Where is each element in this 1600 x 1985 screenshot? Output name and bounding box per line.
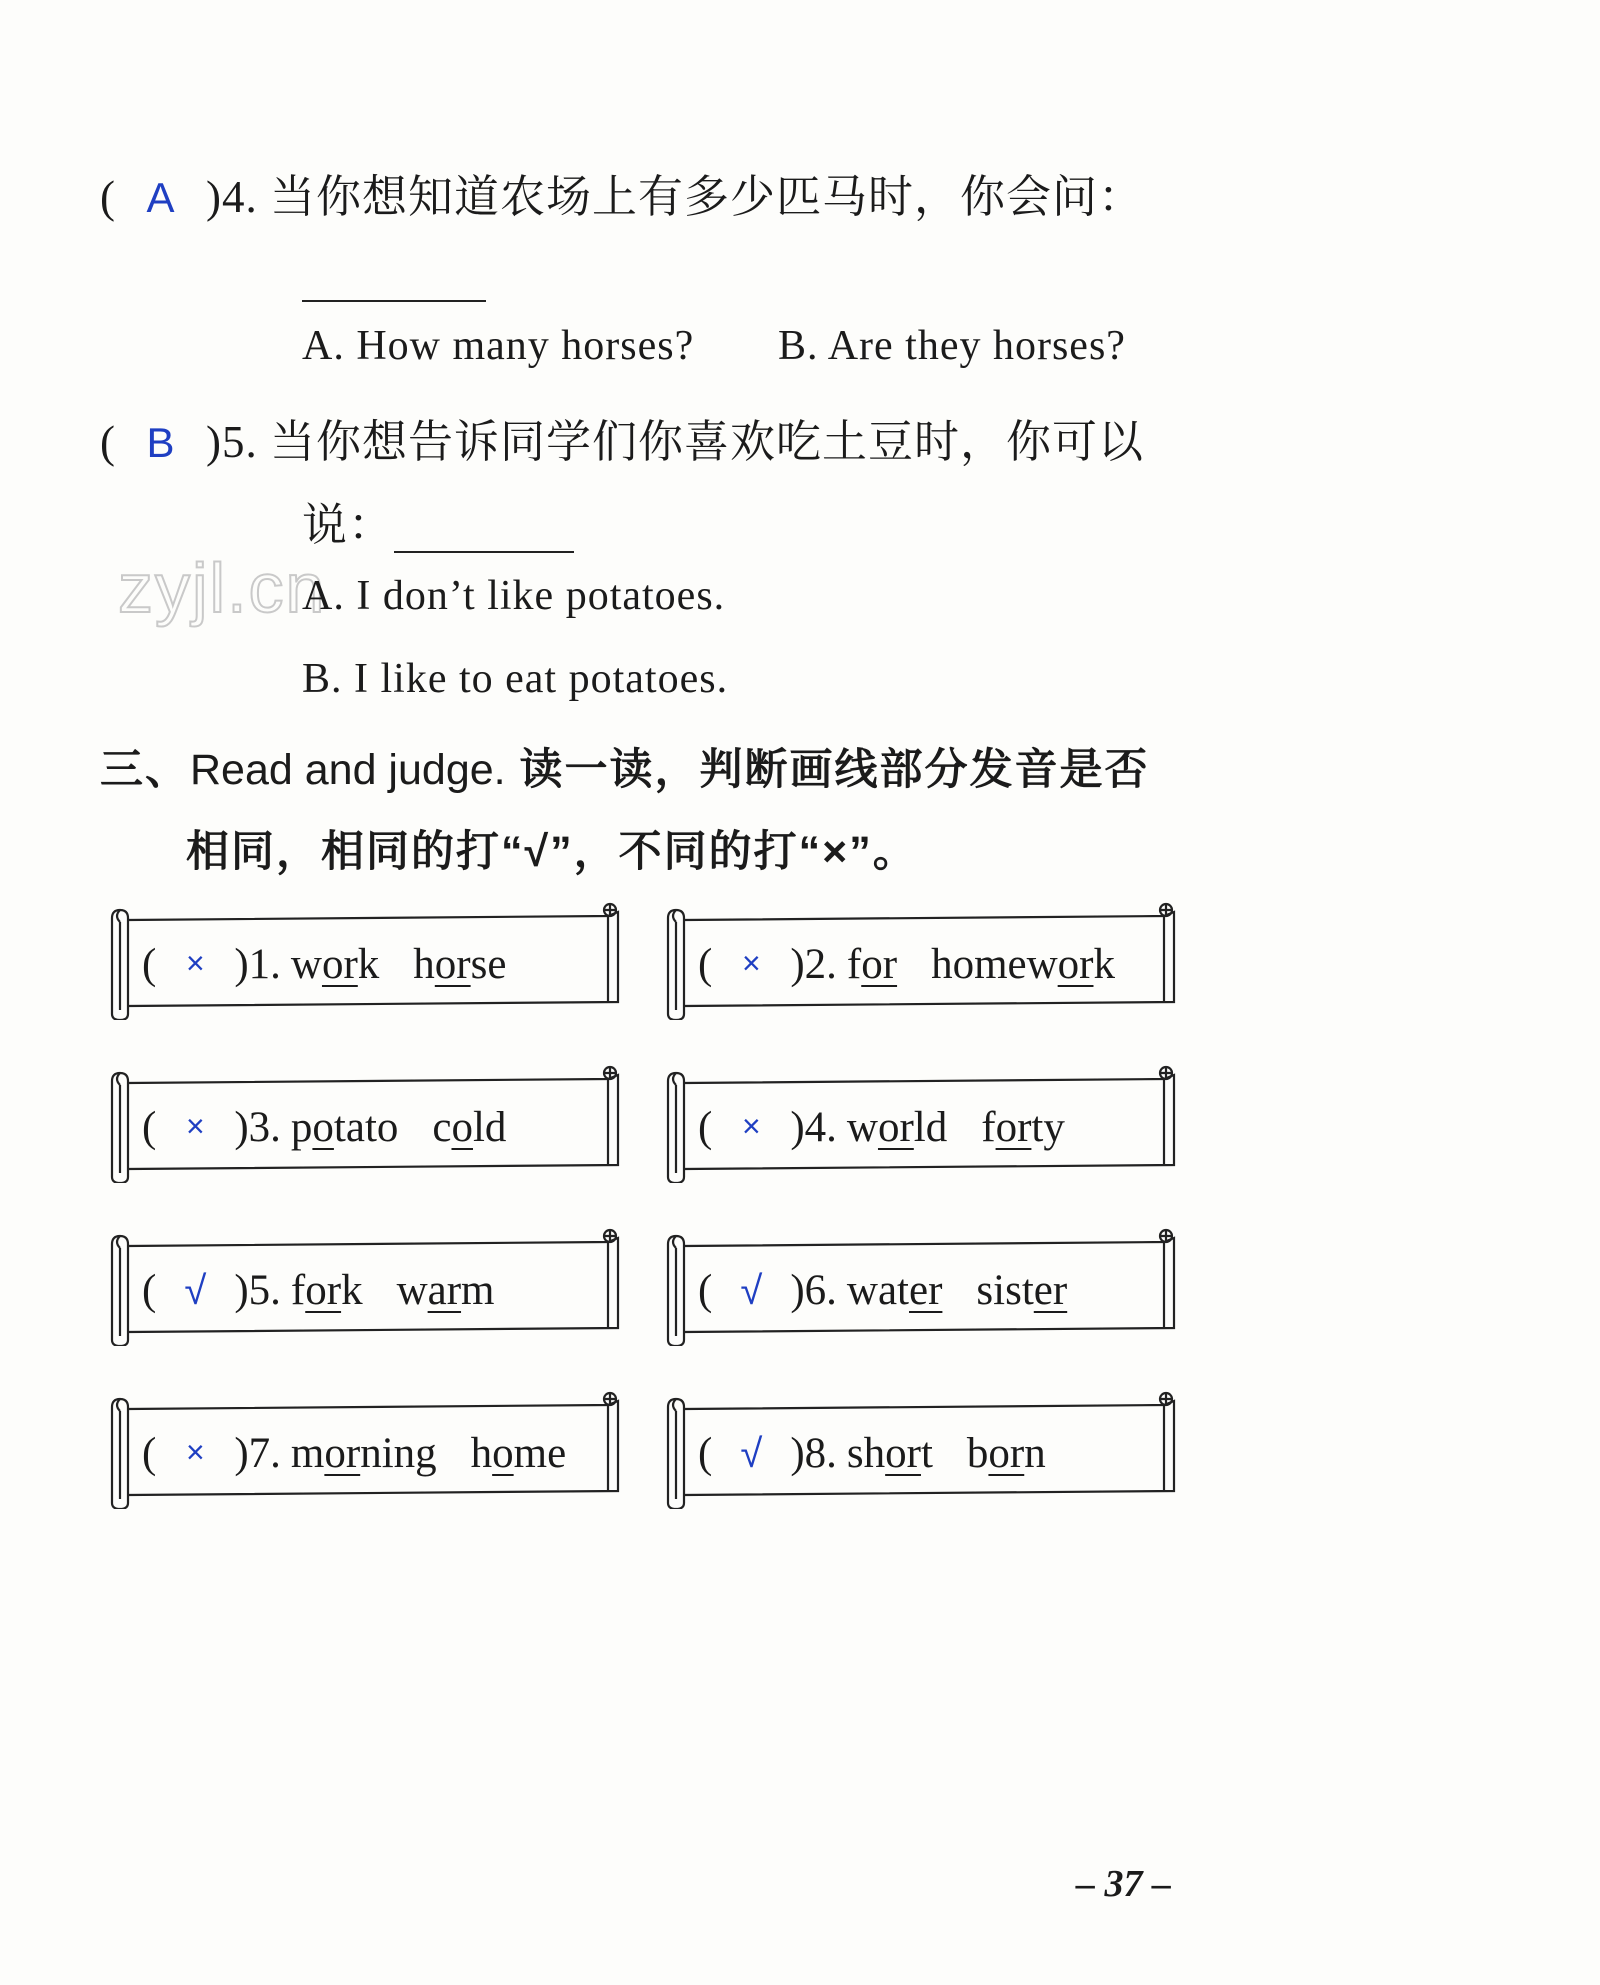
underlined-sound: o <box>312 1104 334 1151</box>
question-5-prompt: 当你想告诉同学们你喜欢吃土豆时，你可以 <box>270 417 1145 467</box>
underlined-sound: or <box>861 941 898 988</box>
question-5-option-b: B. I like to eat potatoes. <box>302 656 729 702</box>
question-5-number: 5. <box>222 417 258 467</box>
item-number: 6. <box>804 1267 837 1314</box>
word-2: horse <box>413 941 507 988</box>
underlined-sound: or <box>321 941 358 988</box>
underlined-sound: or <box>324 1430 361 1477</box>
item-number: 8. <box>804 1430 837 1477</box>
underlined-sound: o <box>451 1104 473 1151</box>
word-1: morning <box>290 1430 437 1477</box>
answer-blank <box>302 258 486 302</box>
watermark: zyjl.cn <box>118 549 327 627</box>
underlined-sound: or <box>885 1430 921 1477</box>
answer-q4: A <box>146 174 176 221</box>
section-heading: 三、Read and judge. 读一读，判断画线部分发音是否 <box>100 746 1150 794</box>
underlined-sound: o <box>492 1430 514 1477</box>
word-1: potato <box>290 1104 399 1151</box>
judge-item-8 <box>664 1391 1184 1509</box>
word-2: cold <box>432 1104 507 1151</box>
underlined-sound: or <box>988 1430 1025 1477</box>
judge-item-text: ( √ )5. fork warm <box>142 1267 495 1314</box>
underlined-sound: or <box>434 941 471 988</box>
answer-mark: × <box>185 1434 205 1470</box>
page-number: – 37 – <box>1076 1863 1171 1905</box>
judge-item-3 <box>108 1065 628 1183</box>
question-4-blank <box>302 250 486 302</box>
underlined-sound: or <box>995 1104 1032 1151</box>
judge-item-6 <box>664 1228 1184 1346</box>
item-number: 2. <box>804 941 837 988</box>
underlined-sound: or <box>1057 941 1094 988</box>
judge-item-text: ( × )3. potato cold <box>142 1104 507 1151</box>
word-1: water <box>846 1267 943 1314</box>
judge-item-text: ( √ )6. water sister <box>698 1267 1068 1314</box>
answer-mark: × <box>185 945 205 981</box>
question-4-prompt: 当你想知道农场上有多少匹马时，你会问： <box>270 172 1145 222</box>
word-2: born <box>966 1430 1046 1477</box>
question-4-option-a: A. How many horses? <box>302 323 695 369</box>
underlined-sound: or <box>305 1267 342 1314</box>
item-number: 4. <box>804 1104 837 1151</box>
question-5-prompt-cont: 说： <box>302 488 574 553</box>
word-2: home <box>470 1430 567 1477</box>
underlined-sound: ar <box>427 1267 462 1314</box>
judge-item-text: ( × )7. morning home <box>142 1430 567 1477</box>
word-1: work <box>290 941 380 988</box>
answer-mark: √ <box>740 1269 763 1313</box>
item-number: 5. <box>248 1267 281 1314</box>
word-2: warm <box>396 1267 495 1314</box>
underlined-sound: er <box>909 1267 943 1314</box>
answer-mark: × <box>741 945 761 981</box>
judge-item-4 <box>664 1065 1184 1183</box>
judge-item-text: ( × )1. work horse <box>142 941 507 988</box>
judge-item-text: ( × )2. for homework <box>698 941 1115 988</box>
item-number: 7. <box>248 1430 281 1477</box>
question-4: ( A )4. 当你想知道农场上有多少匹马时，你会问： <box>100 172 1145 222</box>
section-heading-line-2: 相同，相同的打“√”，不同的打“×”。 <box>186 828 918 876</box>
judge-item-5 <box>108 1228 628 1346</box>
answer-mark: × <box>741 1108 761 1144</box>
word-2: sister <box>976 1267 1068 1314</box>
question-4-option-b: B. Are they horses? <box>778 323 1126 369</box>
word-1: for <box>846 941 898 988</box>
judge-item-text: ( √ )8. short born <box>698 1430 1046 1477</box>
judge-item-2 <box>664 902 1184 1020</box>
answer-blank <box>394 507 574 553</box>
answer-q5: B <box>146 419 176 466</box>
judge-item-1 <box>108 902 628 1020</box>
word-1: short <box>846 1430 933 1477</box>
question-5: ( B )5. 当你想告诉同学们你喜欢吃土豆时，你可以 <box>100 417 1145 467</box>
word-2: homework <box>931 941 1115 988</box>
underlined-sound: or <box>877 1104 914 1151</box>
judge-item-7 <box>108 1391 628 1509</box>
underlined-sound: er <box>1033 1267 1068 1314</box>
item-number: 1. <box>248 941 281 988</box>
answer-mark: √ <box>740 1432 763 1476</box>
question-5-option-a: A. I don’t like potatoes. <box>302 573 726 619</box>
word-1: world <box>846 1104 948 1151</box>
item-number: 3. <box>248 1104 281 1151</box>
judge-item-text: ( × )4. world forty <box>698 1104 1065 1151</box>
word-2: forty <box>981 1104 1065 1151</box>
answer-mark: √ <box>184 1269 207 1313</box>
answer-mark: × <box>185 1108 205 1144</box>
word-1: fork <box>290 1267 363 1314</box>
question-4-number: 4. <box>222 172 258 222</box>
